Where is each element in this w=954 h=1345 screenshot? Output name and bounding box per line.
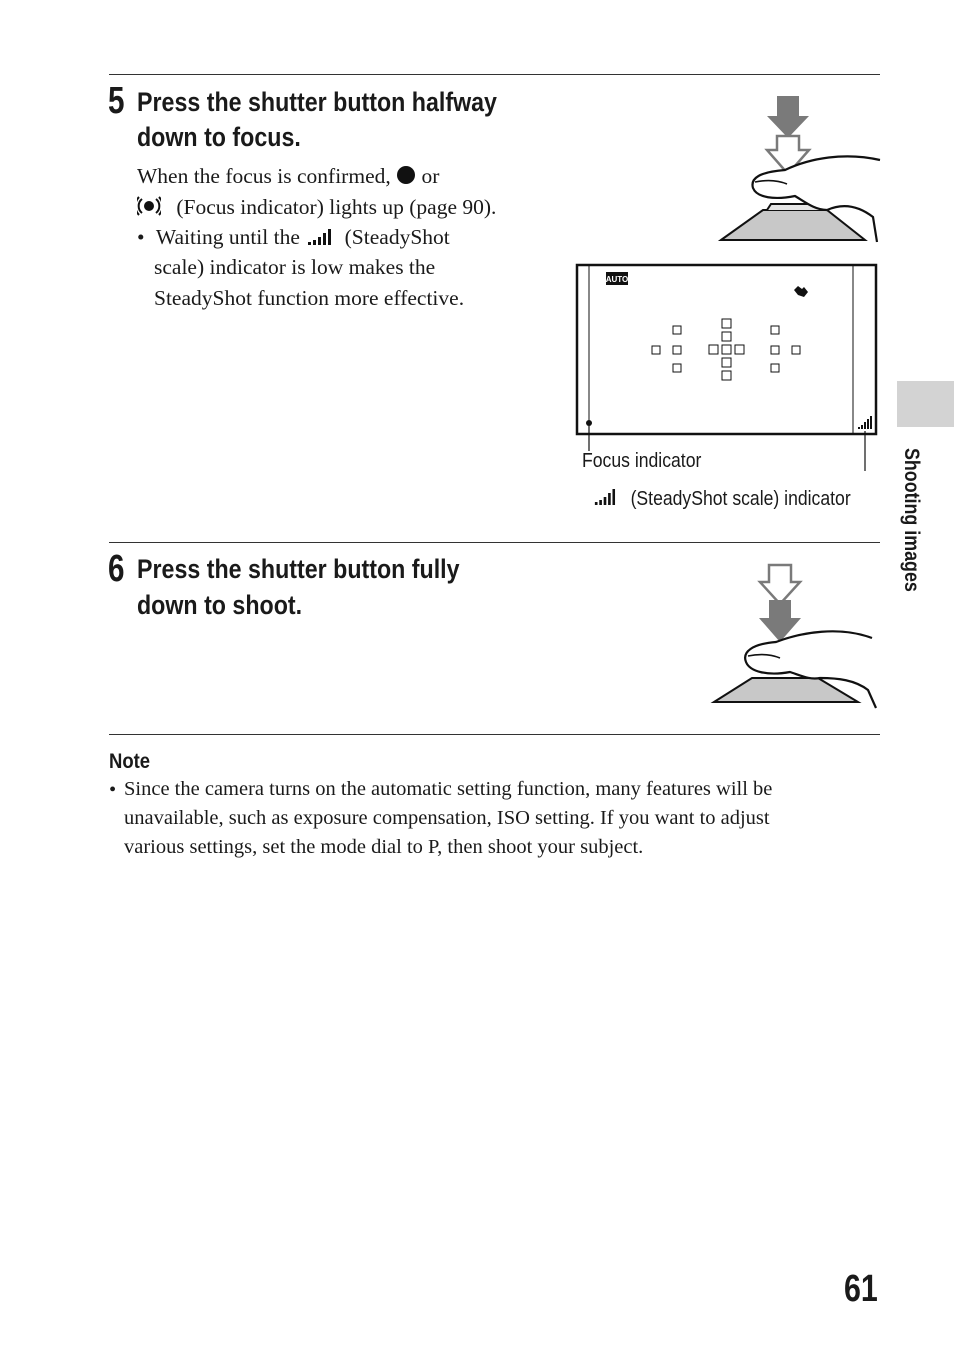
focus-indicator-icon	[137, 194, 161, 224]
focus-indicator-caption: Focus indicator	[582, 450, 702, 472]
section-tab-label: Shooting images	[900, 448, 923, 592]
page-number: 61	[844, 1268, 878, 1310]
focus-dot-icon	[396, 163, 416, 193]
step-6-heading-line1: Press the shutter button fully	[137, 554, 460, 584]
note-rule	[109, 734, 880, 735]
step-5-body-line2	[137, 192, 496, 224]
step6-rule	[109, 542, 880, 543]
note-line1: Since the camera turns on the automatic setting function, many features will be	[124, 778, 773, 800]
step-6-heading-line2: down to shoot.	[137, 590, 303, 620]
step-5-bullet-line3: SteadyShot function more effective.	[154, 286, 465, 310]
note-bullet: •	[109, 779, 117, 801]
note-title: Note	[109, 750, 151, 773]
step-6-number: 6	[108, 548, 125, 590]
full-press-illustration	[710, 560, 882, 710]
step-5-heading-line2: down to focus.	[137, 122, 301, 152]
body-text: (SteadyShot	[344, 225, 450, 249]
half-press-illustration	[715, 92, 885, 247]
body-text: Waiting until the	[155, 225, 300, 249]
step-5-heading-line1: Press the shutter button halfway	[137, 87, 497, 117]
top-rule	[109, 74, 880, 75]
note-line3: various settings, set the mode dial to P, then shoot your subject.	[124, 836, 644, 858]
auto-badge: AUTO	[605, 275, 629, 284]
body-text: (Focus indicator) lights up (page 90).	[176, 195, 497, 219]
step-5-body-line1	[137, 161, 439, 193]
section-tab	[897, 381, 954, 427]
note-line2: unavailable, such as exposure compensation, ISO setting. If you want to adjust	[124, 807, 770, 829]
camera-screen-diagram	[575, 263, 881, 471]
step-5-number: 5	[108, 80, 125, 122]
step-5-bullet-line2: scale) indicator is low makes the	[154, 255, 436, 279]
step-5-bullet-line1	[137, 222, 450, 254]
steadyshot-scale-icon	[594, 488, 615, 511]
steadyshot-scale-icon	[307, 224, 331, 254]
steadyshot-caption-text: (SteadyShot scale) indicator	[630, 488, 851, 510]
af-points	[652, 319, 800, 380]
bullet: •	[137, 225, 145, 249]
steadyshot-caption	[594, 488, 851, 511]
body-text: When the focus is confirmed,	[137, 164, 391, 188]
body-text: or	[421, 164, 440, 188]
